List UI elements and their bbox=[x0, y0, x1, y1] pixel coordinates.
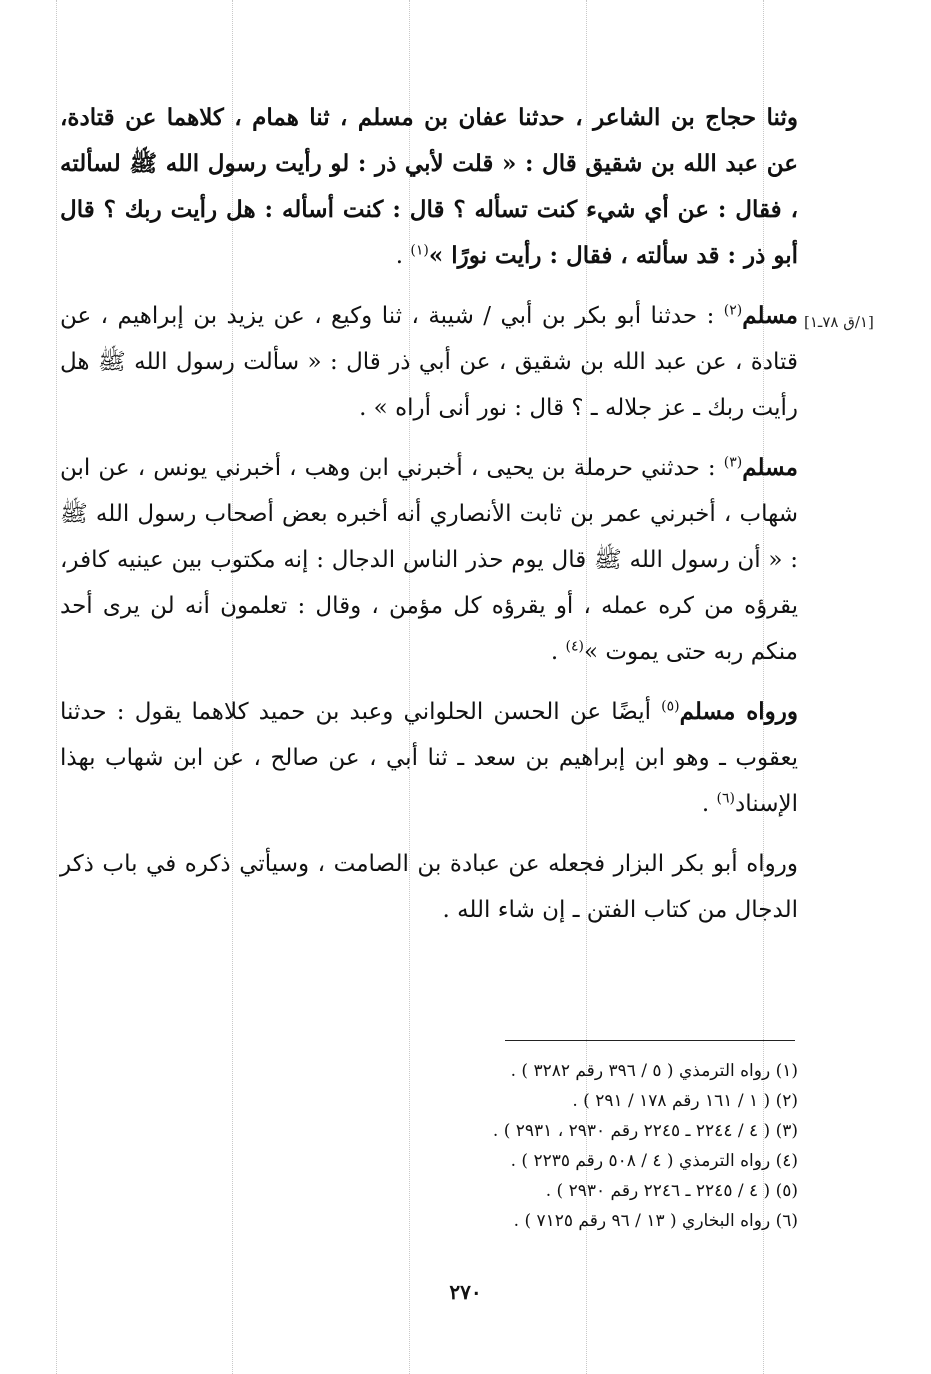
footnote-5: (٥) ( ٤ / ٢٢٤٥ ـ ٢٢٤٦ رقم ٢٩٣٠ ) . bbox=[545, 1181, 798, 1201]
main-text bbox=[60, 95, 798, 947]
footnote-ref: (٢) bbox=[723, 302, 743, 319]
footnote-ref: (٤) bbox=[565, 638, 584, 655]
paragraph-lead: ورواه مسلم bbox=[679, 698, 799, 725]
footnotes bbox=[158, 1056, 798, 1236]
paragraph-1 bbox=[60, 95, 798, 279]
footnote-ref: (٥) bbox=[661, 698, 680, 715]
footnote-2: (٢) ( ١ / ١٦١ رقم ١٧٨ / ٢٩١ ) . bbox=[572, 1091, 798, 1111]
paragraph-lead: مسلم bbox=[742, 454, 798, 481]
footnote-4: (٤) رواه الترمذي ( ٤ / ٥٠٨ رقم ٢٢٣٥ ) . bbox=[510, 1151, 798, 1171]
paragraph-3 bbox=[60, 445, 798, 675]
paragraph-5 bbox=[60, 841, 798, 933]
paragraph-2 bbox=[60, 293, 798, 431]
paragraph-tail: . bbox=[701, 791, 717, 817]
paragraph-text: : حدثنا أبو بكر بن أبي / شيبة ، ثنا وكيع ، عن يزيد بن إبراهيم ، عن قتادة ، عن عبد الله بن شقيق ، عن أبي ذر قال : « سألت رسول الله ﷺ هل رأيت ربك ـ عز جلاله ـ ؟ قال : نور أنى أراه » . bbox=[60, 303, 798, 421]
paragraph-4 bbox=[60, 689, 798, 827]
footnote-6: (٦) رواه البخاري ( ١٣ / ٩٦ رقم ٧١٢٥ ) . bbox=[513, 1211, 798, 1231]
paragraph-lead: مسلم bbox=[742, 302, 798, 329]
paragraph-text: ورواه أبو بكر البزار فجعله عن عبادة بن الصامت ، وسيأتي ذكره في باب ذكر الدجال من كتاب الفتن ـ إن شاء الله . bbox=[60, 851, 798, 923]
paragraph-text: وثنا حجاج بن الشاعر ، حدثنا عفان بن مسلم ، ثنا همام ، كلاهما عن قتادة، عن عبد الله بن شقيق قال : « قلت لأبي ذر : لو رأيت رسول الله ﷺ لسألته ، فقال : عن أي شيء كنت تسأله ؟ قال : كنت أسأله : هل رأيت ربك ؟ قال أبو ذر : قد سألته ، فقال : رأيت نورًا » bbox=[60, 104, 798, 269]
footnote-1: (١) رواه الترمذي ( ٥ / ٣٩٦ رقم ٣٢٨٢ ) . bbox=[510, 1061, 798, 1081]
paragraph-tail: . bbox=[550, 639, 566, 665]
footnote-ref: (٦) bbox=[716, 790, 736, 807]
footnote-ref: (٣) bbox=[723, 454, 743, 471]
marginal-manuscript-reference: [١/ق ٧٨ـ١] bbox=[804, 313, 874, 331]
paragraph-text: أيضًا عن الحسن الحلواني وعبد بن حميد كلاهما يقول : حدثنا يعقوب ـ وهو ابن إبراهيم بن سعد ـ ثنا أبي ، عن صالح ، عن ابن شهاب بهذا الإسناد bbox=[60, 699, 798, 817]
paragraph-tail: . bbox=[395, 243, 411, 269]
page-number: ٢٧٠ bbox=[449, 1280, 482, 1304]
footnote-ref: (١) bbox=[410, 242, 429, 259]
footnote-3: (٣) ( ٤ / ٢٢٤٤ ـ ٢٢٤٥ رقم ٢٩٣٠ ، ٢٩٣١ ) . bbox=[492, 1121, 798, 1141]
footnote-divider bbox=[505, 1040, 795, 1041]
paragraph-text: : حدثني حرملة بن يحيى ، أخبرني ابن وهب ، أخبرني يونس ، عن ابن شهاب ، أخبرني عمر بن ثابت الأنصاري أنه أخبره بعض أصحاب رسول الله ﷺ : « أن رسول الله ﷺ قال يوم حذر الناس الدجال : إنه مكتوب بين عينيه كافر، يقرؤه من كره عمله ، أو يقرؤه كل مؤمن ، وقال : تعلمون أنه لن يرى أحد منكم ربه حتى يموت » bbox=[60, 455, 798, 665]
